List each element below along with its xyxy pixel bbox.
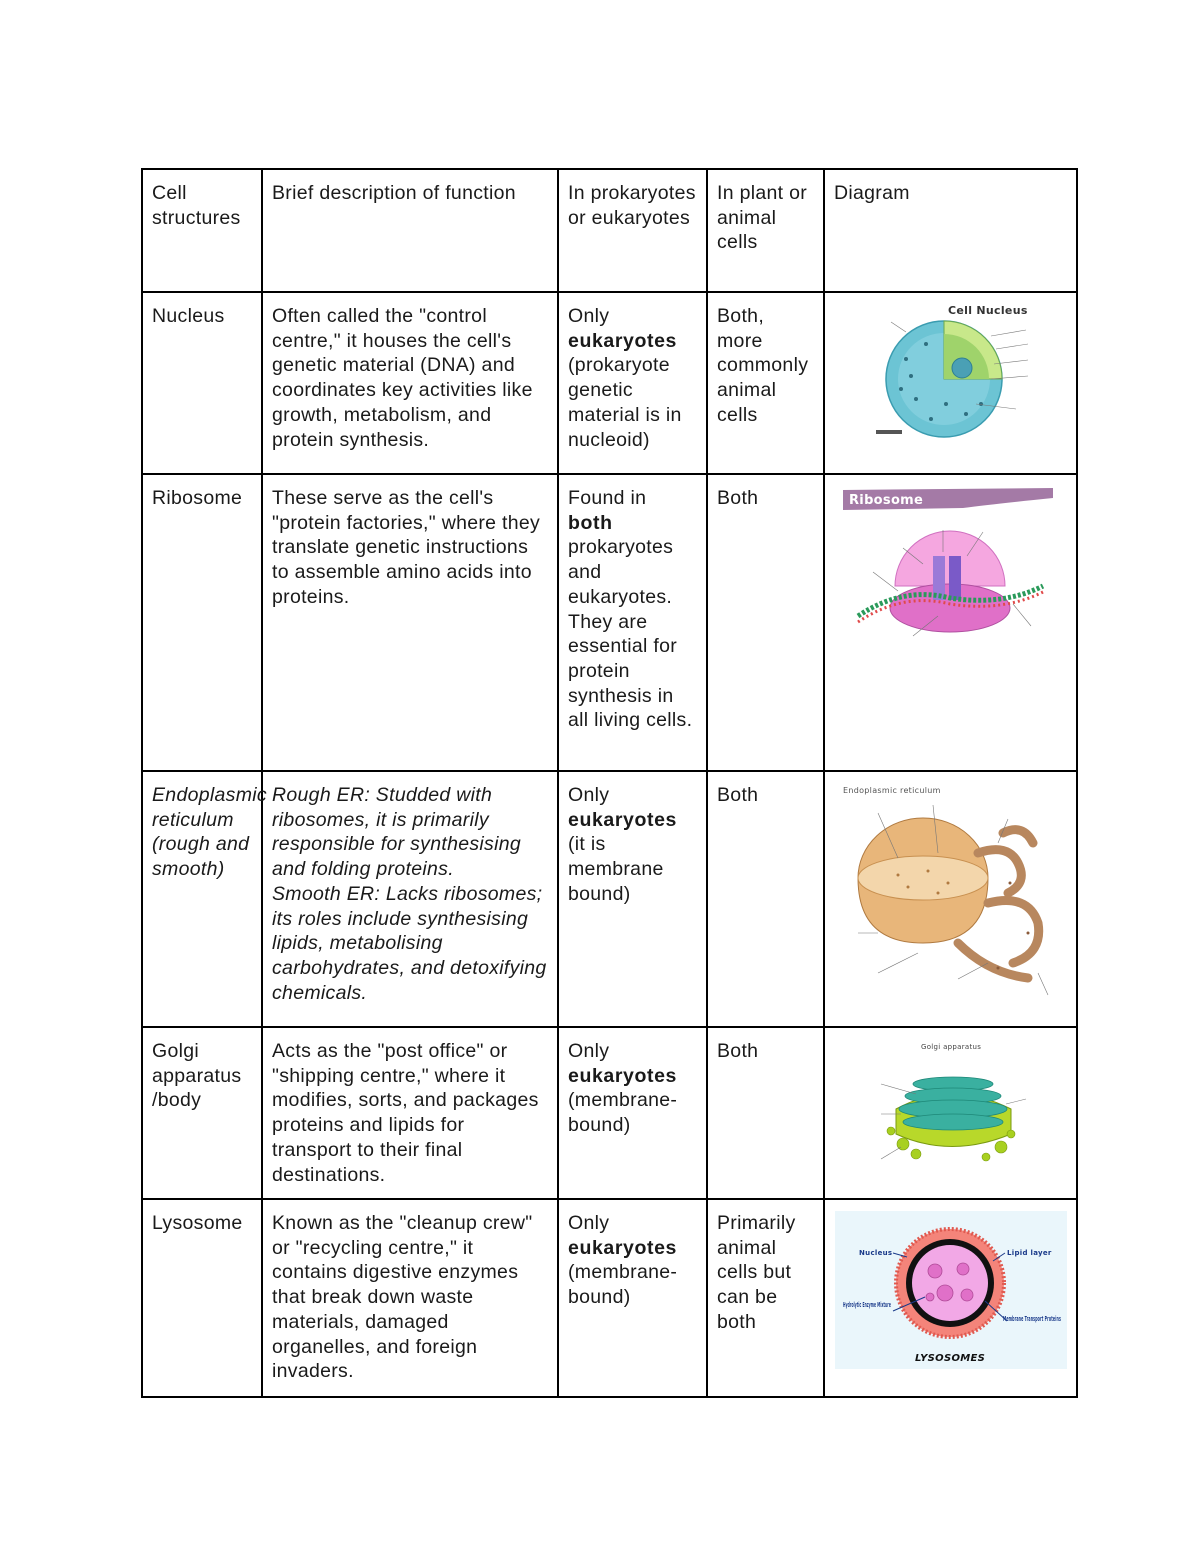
er-title: Endoplasmic reticulum (843, 786, 941, 795)
table-row (142, 474, 1077, 771)
location-cell: Both (707, 474, 824, 771)
domain-cell (558, 474, 707, 771)
domain-bold: eukaryotes (568, 808, 677, 831)
header-cell-structures: Cell structures (142, 169, 262, 292)
domain-cell (558, 1027, 707, 1199)
diagram-cell (824, 292, 1077, 474)
ribosome-diagram (843, 486, 1058, 651)
ribosome-title: Ribosome (849, 493, 924, 508)
function-description: Acts as the "post office" or "shipping centre," where it modifies, sorts, and packages proteins and lipids for transport to their final destinations. (262, 1027, 558, 1199)
lysosome-label-nucleus: Nucleus (858, 1249, 892, 1257)
nucleus-title: Cell Nucleus (947, 304, 1028, 317)
table-row (142, 771, 1077, 1027)
diagram-cell (824, 1199, 1077, 1397)
header-prokaryotes-eukaryotes: In prokaryotes or eukaryotes (558, 169, 707, 292)
function-description: Known as the "cleanup crew" or "recycling centre," it contains digestive enzymes that break down waste materials, damaged organelles, and foreign invaders. (262, 1199, 558, 1397)
function-description: Often called the "control centre," it houses the cell's genetic material (DNA) and coordinates key activities like growth, metabolism, and protein synthesis. (262, 292, 558, 474)
location-cell: Both (707, 1027, 824, 1199)
domain-post: (it is membrane bound) (568, 833, 664, 905)
smooth-er-text: Smooth ER: Lacks ribosomes; its roles include synthesising lipids, metabolising carbohydrates, and detoxifying chemicals. (272, 882, 547, 1004)
header-function: Brief description of function (262, 169, 558, 292)
diagram-cell (824, 771, 1077, 1027)
domain-pre: Only (568, 784, 610, 806)
structure-name: Lysosome (142, 1199, 262, 1397)
header-row (142, 169, 1077, 292)
structure-name: Golgi apparatus /body (142, 1027, 262, 1199)
rough-er-text: Rough ER: Studded with ribosomes, it is primarily responsible for synthesising and folding proteins. (272, 784, 522, 881)
domain-cell (558, 292, 707, 474)
domain-bold: eukaryotes (568, 329, 677, 352)
lysosome-label-transport: Membrane Transport Proteins (1002, 1315, 1061, 1323)
lysosome-label-lipid: Lipid layer (1006, 1249, 1052, 1257)
diagram-cell (824, 1027, 1077, 1199)
cell-structures-table (141, 168, 1078, 1398)
domain-bold: eukaryotes (568, 1236, 677, 1259)
domain-pre: Found in (568, 487, 647, 509)
location-cell: Both, more commonly animal cells (707, 292, 824, 474)
table-row (142, 1199, 1077, 1397)
domain-bold: both (568, 511, 613, 534)
domain-post: (membrane-bound) (568, 1089, 678, 1137)
function-description: These serve as the cell's "protein factories," where they translate genetic instructions to assemble amino acids into proteins. (262, 474, 558, 771)
nucleus-diagram (866, 304, 1036, 439)
domain-cell (558, 771, 707, 1027)
lysosome-diagram (835, 1211, 1067, 1369)
diagram-cell (824, 474, 1077, 771)
structure-name: Nucleus (142, 292, 262, 474)
lysosome-label-enzyme: Hydrolytic Enzyme Mixture (842, 1301, 891, 1309)
domain-post: (membrane-bound) (568, 1261, 678, 1309)
domain-pre: Only (568, 305, 610, 327)
golgi-diagram (861, 1039, 1041, 1169)
domain-bold: eukaryotes (568, 1064, 677, 1087)
domain-post: (prokaryote genetic material is in nucleoid) (568, 354, 682, 451)
location-cell: Both (707, 771, 824, 1027)
domain-post: prokaryotes and eukaryotes. They are essential for protein synthesis in all living cells. (568, 536, 693, 732)
domain-pre: Only (568, 1212, 610, 1234)
domain-cell (558, 1199, 707, 1397)
header-diagram: Diagram (824, 169, 1077, 292)
header-plant-animal: In plant or animal cells (707, 169, 824, 292)
structure-name: Ribosome (142, 474, 262, 771)
er-diagram (838, 783, 1063, 1005)
domain-pre: Only (568, 1040, 610, 1062)
structure-name: Endoplasmic reticulum (rough and smooth) (142, 771, 262, 1027)
table-row (142, 292, 1077, 474)
function-description (262, 771, 558, 1027)
golgi-title: Golgi apparatus (920, 1043, 981, 1051)
lysosome-title: LYSOSOMES (914, 1353, 985, 1364)
table-row (142, 1027, 1077, 1199)
location-cell: Primarily animal cells but can be both (707, 1199, 824, 1397)
